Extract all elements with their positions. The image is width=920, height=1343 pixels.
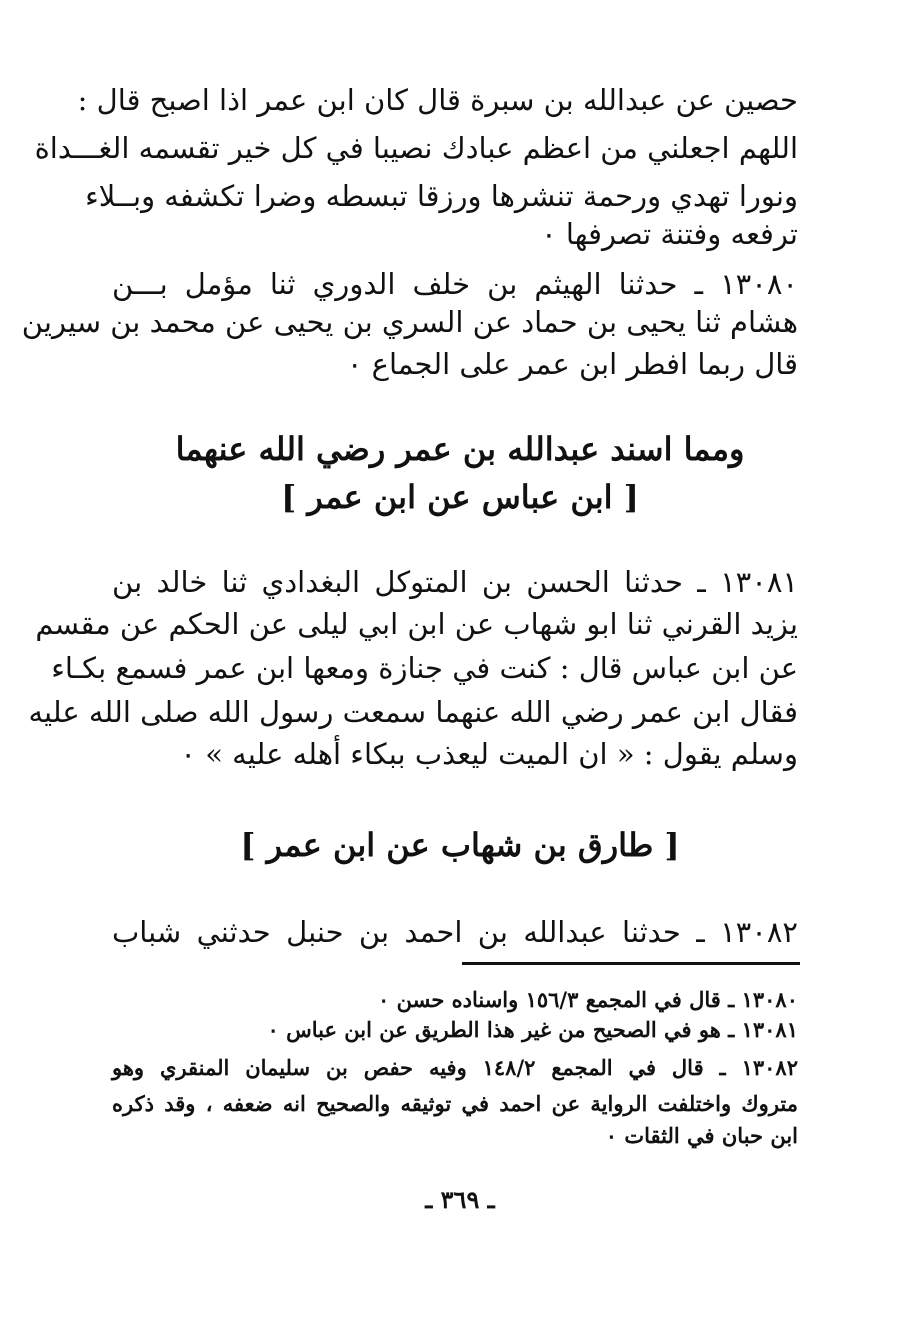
footnote-line: ١٣٠٨٢ ـ قال في المجمع ١٤٨/٢ وفيه حفص بن سليمان المنقري وهو <box>112 1055 798 1080</box>
footnote-line: ابن حبان في الثقات ٠ <box>605 1123 798 1148</box>
footnote-line: ١٣٠٨١ ـ هو في الصحيح من غير هذا الطريق عن ابن عباس ٠ <box>267 1017 798 1042</box>
hadith-13080-line: هشام ثنا يحيى بن حماد عن السري بن يحيى عن محمد بن سيرين <box>21 305 798 339</box>
section-subheading: [ طارق بن شهاب عن ابن عمر ] <box>240 826 680 864</box>
hadith-13082-line: ١٣٠٨٢ ـ حدثنا عبدالله بن احمد بن حنبل حدثني شباب <box>112 915 798 949</box>
hadith-13080-line: قال ربما افطر ابن عمر على الجماع ٠ <box>346 347 798 381</box>
hadith-13080-line: ١٣٠٨٠ ـ حدثنا الهيثم بن خلف الدوري ثنا مؤمل بـــن <box>112 267 798 301</box>
page-number: ـ ٣٦٩ ـ <box>425 1185 495 1214</box>
footnote-line: ١٣٠٨٠ ـ قال في المجمع ١٥٦/٣ واسناده حسن ٠ <box>378 987 798 1012</box>
hadith-13081-line: ١٣٠٨١ ـ حدثنا الحسن بن المتوكل البغدادي ثنا خالد بن <box>112 565 798 599</box>
footnote-separator <box>462 962 800 965</box>
text-line: اللهم اجعلني من اعظم عبادك نصيبا في كل خير تقسمه الغـــداة <box>34 131 798 165</box>
section-heading: ومما اسند عبدالله بن عمر رضي الله عنهما <box>175 430 745 468</box>
hadith-13081-line: يزيد القرني ثنا ابو شهاب عن ابن ابي ليلى عن الحكم عن مقسم <box>35 607 798 641</box>
text-line: ترفعه وفتنة تصرفها ٠ <box>541 217 798 251</box>
hadith-13081-line: وسلم يقول : « ان الميت ليعذب ببكاء أهله عليه » ٠ <box>180 737 798 771</box>
hadith-13081-line: عن ابن عباس قال : كنت في جنازة ومعها ابن عمر فسمع بكـاء <box>51 651 798 685</box>
text-line: حصين عن عبدالله بن سبرة قال كان ابن عمر اذا اصبح قال : <box>77 83 798 117</box>
hadith-13081-line: فقال ابن عمر رضي الله عنهما سمعت رسول الله صلى الله عليه <box>28 695 798 729</box>
text-line: ونورا تهدي ورحمة تنشرها ورزقا تبسطه وضرا تكشفه وبــلاء <box>85 179 798 213</box>
section-subheading: [ ابن عباس عن ابن عمر ] <box>281 478 639 516</box>
footnote-line: متروك واختلفت الرواية عن احمد في توثيقه والصحيح انه ضعفه ، وقد ذكره <box>112 1091 798 1116</box>
